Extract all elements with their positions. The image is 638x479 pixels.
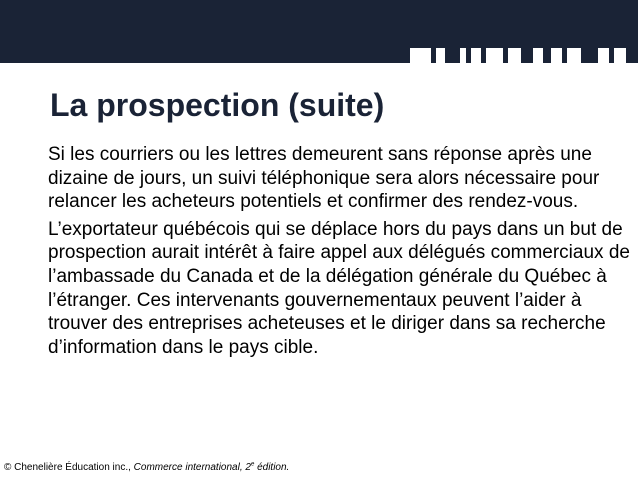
stripe-bar: [521, 48, 533, 63]
footer-superscript: e: [250, 461, 255, 468]
stripe-bar: [0, 48, 410, 63]
header-banner: [0, 0, 638, 48]
header-stripe-pattern: [0, 48, 638, 63]
footer-publisher: © Chenelière Éducation inc.,: [4, 462, 134, 473]
footer-edition: édition.: [254, 462, 290, 473]
footer-book-title: [134, 462, 290, 473]
stripe-bar: [562, 48, 567, 63]
stripe-bar: [581, 48, 598, 63]
copyright-footer: [4, 461, 289, 474]
stripe-bar: [543, 48, 551, 63]
stripe-bar: [609, 48, 614, 63]
stripe-bar: [626, 48, 638, 63]
stripe-bar: [466, 48, 471, 63]
stripe-bar: [445, 48, 460, 63]
stripe-bar: [503, 48, 508, 63]
slide-body: [48, 143, 634, 363]
stripe-bar: [431, 48, 436, 63]
slide-title: La prospection (suite): [50, 87, 385, 123]
stripe-bar: [481, 48, 486, 63]
paragraph-followup: Si les courriers ou les lettres demeurent sans réponse après une dizaine de jours, un suivi téléphonique sera alors nécessaire pour relancer les acheteurs potentiels et confirmer des rendez-vous.: [48, 144, 600, 213]
paragraph-exporter: L’exportateur québécois qui se déplace hors du pays dans un but de prospection aurait intérêt à faire appel aux délégués commerciaux de l’ambassade du Canada et de la délégation générale du Québec à l’étranger. Ces intervenants gouvernementaux peuvent l’aider à trouver des entreprises acheteuses et le diriger dans sa recherche d’information dans le pays cible.: [48, 218, 630, 358]
footer-book-name: Commerce international, 2: [133, 462, 251, 473]
